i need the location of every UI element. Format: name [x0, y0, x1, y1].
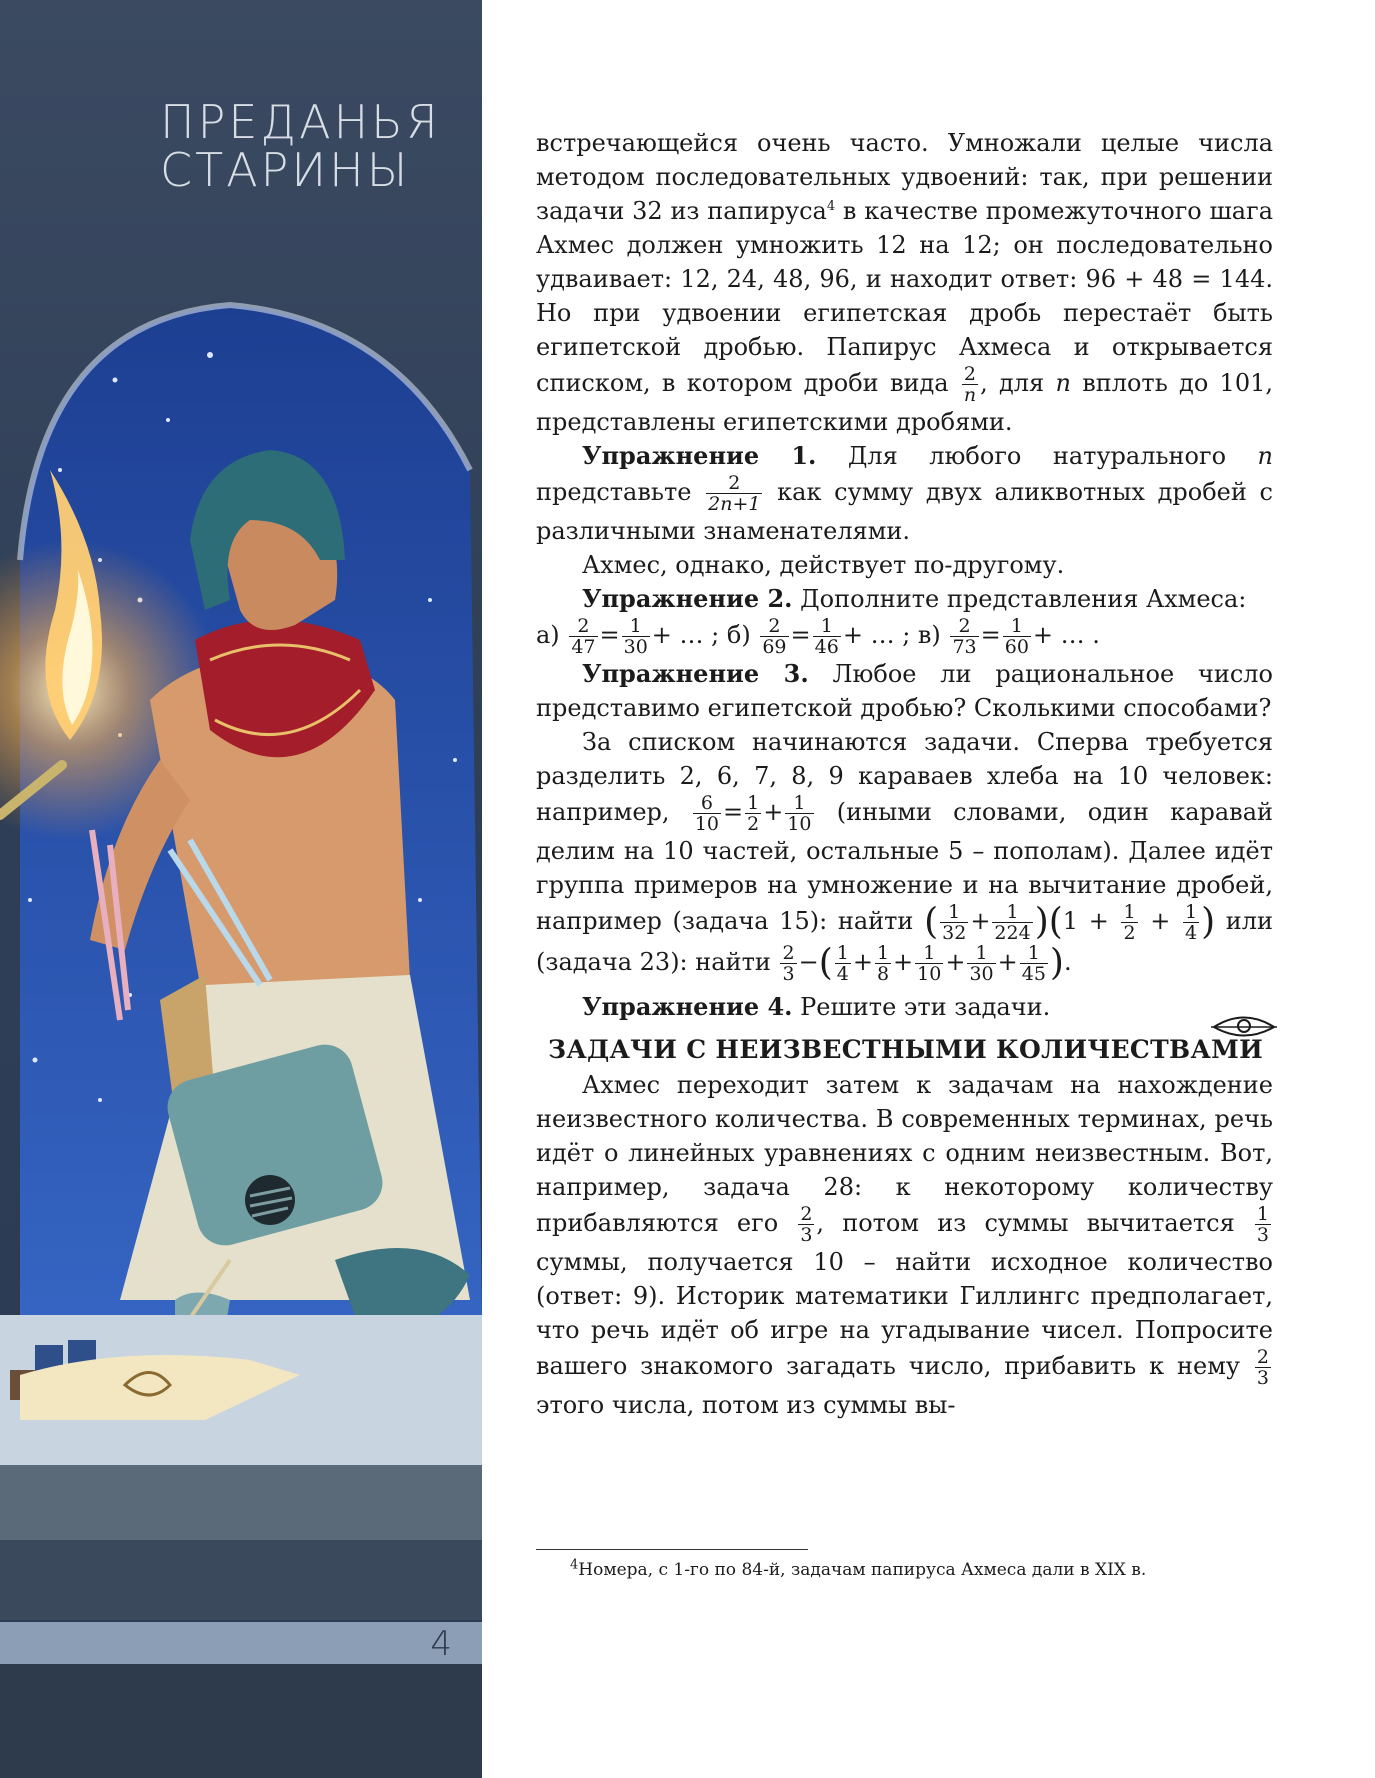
footnote: $^4$Номера, с 1-го по 84-й, задачам папируса Ахмеса дали в XIX в.: [570, 1557, 1147, 1580]
exercise-label: Упражнение 3.: [582, 659, 809, 688]
exercise-label: Упражнение 4.: [582, 992, 793, 1021]
footnote-ref[interactable]: 4: [826, 199, 836, 214]
fraction: $\frac{2}{n}$: [963, 363, 977, 406]
exercise-2-items: [536, 616, 1273, 657]
exercise-label: Упражнение 2.: [582, 584, 793, 613]
section-title: ПРЕДАНЬЯ СТАРИНЫ: [160, 95, 441, 197]
fraction: $\frac{2}{2n+1}$: [708, 472, 761, 515]
sidebar-illustration: [0, 0, 482, 1778]
expression-problem-23: $\frac{2}{3}$ −( $\frac{1}{4}$ + $\frac{1}{8}$ + $\frac{1}{10}$ + $\frac{1}{30}$ + $\frac{1}{45}$ ).: [782, 942, 1072, 985]
paragraph-ahmes-different: Ахмес, однако, действует по-другому.: [582, 551, 1065, 579]
paragraph-problems: За списком начинаются задачи. Сперва требуется разделить 2, 6, 7, 8, 9 караваев хлеба на 10 человек: например, $\frac{6}{10}$ = $\frac{1}{2}$ + $\frac{1}{10}$ (иными словами, один каравай делим на 10 частей, остальные 5 – пополам). Далее идёт группа примеров на умножение и на вычитание дробей, например (задача 15): найти ( $\frac{1}{32}$ + $\frac{1}{224}$ )(1 + $\frac{1}{2}$ + $\frac{1}{4}$ ) или (задача 23): найти $\frac{2}{3}$ −( $\frac{1}{4}$ + $\frac{1}{8}$ + $\frac{1}{10}$ + $\frac{1}{30}$ + $\frac{1}{45}$ ).: [536, 728, 1274, 985]
exercise-2-item-a: а) $\frac{2}{47}$ = $\frac{1}{30}$ + … ;: [536, 615, 720, 658]
exercise-label: Упражнение 1.: [582, 441, 817, 470]
footnote-divider: [536, 1549, 808, 1550]
exercise-3: Упражнение 3. Любое ли рациональное число представимо египетской дробью? Сколькими способами?: [536, 659, 1273, 722]
exercise-2: Упражнение 2. Дополните представления Ахмеса:: [582, 584, 1247, 613]
exercise-4: Упражнение 4. Решите эти задачи.: [582, 992, 1051, 1021]
eye-icon: [1211, 1014, 1277, 1040]
paragraph-multiplication: встречающейся очень часто. Умножали целые числа методом последовательных удвоений: так, при решении задачи 32 из папируса$^4$ в качестве промежуточного шага Ахмес должен умножить 12 на 12; он последовательно удваивает: 12, 24, 48, 96, и находит ответ: 96 + 48 = 144. Но при удвоении египетская дробь перестаёт быть египетской дробью. Папирус Ахмеса и открывается списком, в котором дроби вида $\frac{2}{n}$ , для n вплоть до 101, представлены египетскими дробями.: [536, 129, 1273, 436]
section-heading: ЗАДАЧИ С НЕИЗВЕСТНЫМИ КОЛИЧЕСТВАМИ: [548, 1032, 1273, 1068]
page-number-bar: [0, 1622, 482, 1664]
paragraph-unknown-quantities: Ахмес переходит затем к задачам на нахождение неизвестного количества. В современных терминах, речь идёт о линейных уравнениях с одним неизвестным. Вот, например, задача 28: к некоторому количеству прибавляются его $\frac{2}{3}$ , потом из суммы вычитается $\frac{1}{3}$ суммы, получается 10 – найти исходное количество (ответ: 9). Историк математики Гиллингс предполагает, что речь идёт об игре на угадывание чисел. Попросите вашего знакомого загадать число, прибавить к нему $\frac{2}{3}$ этого числа, потом из суммы вы-: [536, 1071, 1273, 1419]
exercise-2-item-b: б) $\frac{2}{69}$ = $\frac{1}{46}$ + … ;: [726, 615, 911, 658]
ahmes-scribe-illustration: [0, 0, 482, 1778]
exercise-2-item-c: в) $\frac{2}{73}$ = $\frac{1}{60}$ + … .: [917, 615, 1100, 658]
exercise-1: Упражнение 1. Для любого натурального n представьте $\frac{2}{2n+1}$ как сумму двух аликвотных дробей с различными знаменателями.: [536, 441, 1273, 545]
article-body: [536, 126, 1273, 1422]
page-number: 4: [430, 1624, 452, 1664]
expression-problem-15: ( $\frac{1}{32}$ + $\frac{1}{224}$ )(1 + $\frac{1}{2}$ + $\frac{1}{4}$ ): [924, 901, 1216, 944]
